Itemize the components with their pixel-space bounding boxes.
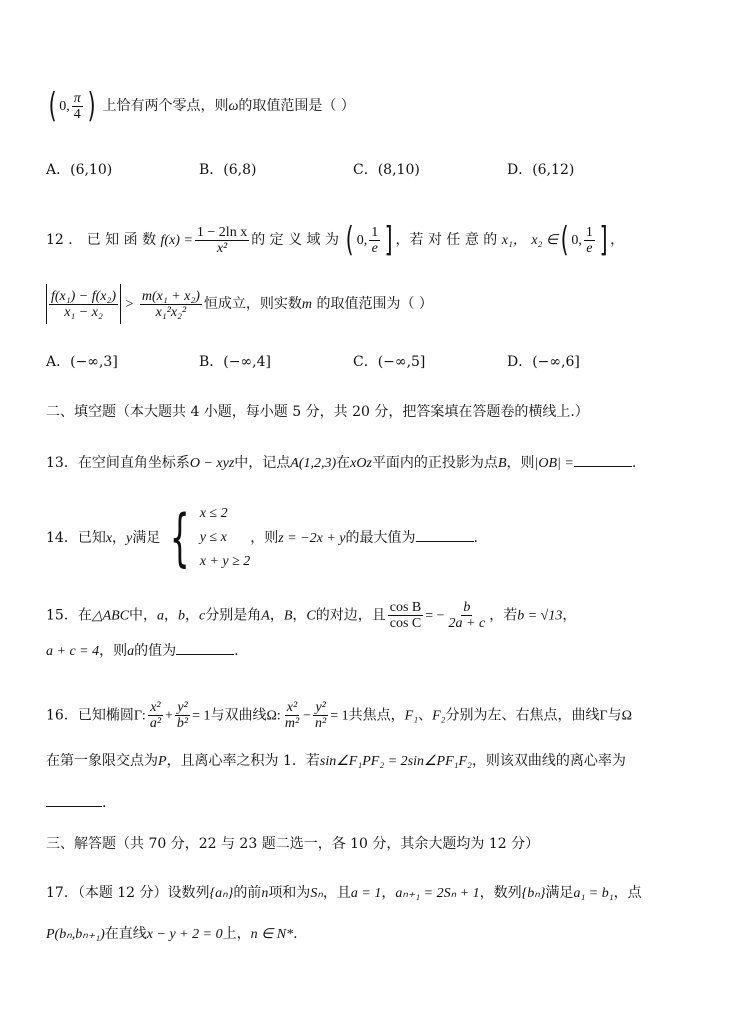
q15-comma1: ， xyxy=(164,607,179,624)
q15-angle-c: C xyxy=(306,608,316,624)
q16-gamma: Γ: xyxy=(133,708,146,724)
q16-text-c: 共焦点， xyxy=(348,707,405,724)
frac-den: 4 xyxy=(73,106,81,122)
omega: ω xyxy=(228,99,239,114)
q16-omega: Ω: xyxy=(266,708,281,724)
x2-over-m2 xyxy=(283,700,301,731)
q16-period: . xyxy=(102,795,107,811)
frac-den: a² xyxy=(149,716,162,731)
q16-text-2c: ，则该双曲线的离心率为 xyxy=(471,753,626,769)
frac-den: e xyxy=(586,240,593,256)
q15-line1 xyxy=(46,600,576,631)
q17-period: . xyxy=(293,926,298,942)
q16-text-2a: 在第一象限交点为 xyxy=(46,753,158,769)
frac-den: cos C xyxy=(389,616,422,631)
q16-text-b: 与双曲线 xyxy=(210,707,267,724)
q17-text-h: ，点 xyxy=(613,885,642,901)
q17-recurrence: aₙ₊₁ = 2Sₙ + 1 xyxy=(395,886,480,901)
q16-line3 xyxy=(46,792,106,813)
q11-option-c[interactable]: C．(8,10) xyxy=(353,162,420,178)
q13-text-c: 中，记点 xyxy=(234,455,291,471)
domain-left: 0, xyxy=(356,233,368,248)
q13-text-g: 平面内的正投影为点 xyxy=(371,455,498,471)
q13-plane: xOz xyxy=(350,456,372,471)
q14-text-a: 14．已知 xyxy=(46,530,106,546)
q11-tail-line xyxy=(46,88,355,124)
frac-num: 1 xyxy=(585,224,593,240)
q16-omega2: Ω xyxy=(621,708,632,724)
q17-a1-b1: a₁ = b₁ xyxy=(573,886,614,901)
q17-text-a: 17．（本题 12 分）设数列 xyxy=(46,885,210,901)
frac-den: x² xyxy=(216,240,228,256)
frac-den: n² xyxy=(315,716,327,731)
constraint-2: y ≤ x xyxy=(199,530,227,545)
q16-text-h: 与 xyxy=(607,707,622,724)
q17-line2 xyxy=(46,924,298,945)
frac-num: y² xyxy=(177,700,188,715)
q16-line1 xyxy=(46,700,632,731)
q13-text-a: 13．在空间直角坐标系 xyxy=(46,455,190,471)
q15-text-p: ，若 xyxy=(489,607,518,624)
q14-text-f: ，则 xyxy=(250,530,279,546)
q17-text-f: ，数列 xyxy=(479,885,522,901)
frac-num: cos B xyxy=(389,600,422,615)
q16-f2: F₂ xyxy=(432,708,446,724)
one-over-e-2 xyxy=(584,225,595,256)
frac-num: x² xyxy=(150,700,161,715)
y2-over-n2 xyxy=(313,700,328,731)
q11-text2: 的取值范围是（ ） xyxy=(238,98,355,114)
constraint-system xyxy=(200,502,251,574)
q15-b: b xyxy=(178,608,186,624)
q16-sine-eq: sin∠F₁PF₂ = 2sin∠PF₁F₂ xyxy=(319,754,472,769)
q15-line2 xyxy=(46,640,239,662)
left-paren: ( xyxy=(48,86,57,126)
q15-a: a xyxy=(157,608,165,624)
q13-point-b: B xyxy=(497,456,507,471)
abs-left xyxy=(46,284,47,324)
q15-text-c: 中， xyxy=(129,607,158,624)
q13-text-e: 在 xyxy=(336,455,351,471)
q15-text-t: ，则 xyxy=(99,643,128,659)
q17-text-2b: 在直线 xyxy=(104,926,147,942)
right-paren: ) xyxy=(87,86,96,126)
q17-line-eq: x − y + 2 = 0 xyxy=(146,927,223,942)
q12-prefix: 12 ． 已 知 函 数 xyxy=(46,232,157,248)
q17-text-2c: 上， xyxy=(222,926,251,942)
gt-sign: > xyxy=(125,297,134,312)
q15-text-o: 的对边，且 xyxy=(315,607,386,624)
q16-line2 xyxy=(46,751,626,772)
section3-heading: 三、解答题（共 70 分，22 与 23 题二选一，各 10 分，其余大题均为 12 分） xyxy=(46,836,540,852)
q12-mid2: ，若 对 任 意 的 xyxy=(395,232,498,248)
q16-point-p: P xyxy=(158,754,167,769)
q15-c: c xyxy=(199,608,206,624)
q13-period: . xyxy=(631,455,637,471)
q16-eq2: = 1 xyxy=(330,708,349,724)
q14-y: y xyxy=(126,531,133,546)
frac-den: b² xyxy=(176,716,189,731)
q17-seq-a: {aₙ} xyxy=(209,886,234,901)
q16-eq1: = 1 xyxy=(192,708,211,724)
q15-sum: a + c = 4 xyxy=(46,644,100,659)
q16-gamma2: Γ xyxy=(599,708,608,724)
m-var: m xyxy=(301,297,313,312)
q15-eq: = − xyxy=(425,608,445,624)
pi-over-4 xyxy=(72,91,83,122)
frac-den: m² xyxy=(284,716,300,731)
q16-text-2b: ，且离心率之积为 1．若 xyxy=(166,753,320,769)
left-paren: ( xyxy=(346,220,355,260)
q12-option-d[interactable]: D．(−∞,6] xyxy=(507,354,580,370)
frac-den: x₁ − x₂ xyxy=(64,304,103,320)
q11-option-a[interactable]: A．(6,10) xyxy=(46,162,113,178)
q17-seq-b: {bₙ} xyxy=(521,886,546,901)
section2-heading: 二、填空题（本大题共 4 小题，每小题 5 分，共 20 分，把答案填在答题卷的横线上.） xyxy=(46,404,589,420)
q15-comma5: ， xyxy=(562,607,577,624)
q15-a2: a xyxy=(127,644,135,659)
q14-text-e: 满足 xyxy=(132,530,161,546)
q15-angle-b: B xyxy=(283,608,293,624)
constraint-3: x + y ≥ 2 xyxy=(199,554,251,569)
q12-line2 xyxy=(46,284,433,324)
q14-period: . xyxy=(473,530,478,546)
q11-option-d[interactable]: D．(6,12) xyxy=(507,162,575,178)
left-paren: ( xyxy=(560,220,569,260)
frac-num: b xyxy=(463,600,471,615)
q14-comma: ， xyxy=(112,530,127,546)
q14-line xyxy=(46,502,478,574)
q13-text-i: ，则 xyxy=(506,455,535,471)
frac-num: m(x₁ + x₂) xyxy=(141,288,200,304)
cos-ratio xyxy=(388,600,424,631)
q16-text-a: 16．已知椭圆 xyxy=(46,707,134,724)
q13-line xyxy=(46,452,636,474)
b-ratio xyxy=(447,600,488,631)
q17-sn: Sₙ xyxy=(310,886,323,901)
rhs-fraction xyxy=(140,289,202,320)
q17-comma: ， xyxy=(381,885,396,901)
q15-angle-a: A xyxy=(261,608,270,624)
q16-f1: F₁ xyxy=(404,708,419,724)
q15-b-value: b = √13 xyxy=(517,608,563,624)
frac-den: x₁²x₂² xyxy=(155,304,187,320)
q12-option-a[interactable]: A．(−∞,3] xyxy=(46,354,118,370)
diff-quotient xyxy=(49,289,118,320)
right-bracket: ] xyxy=(384,220,393,260)
q17-point-p: P(bₙ,bₙ₊₁) xyxy=(46,927,105,942)
frac-num: 1 xyxy=(371,224,379,240)
q15-triangle: △ABC xyxy=(91,608,130,624)
q15-text-a: 15．在 xyxy=(46,607,92,624)
q11-text: 上恰有两个零点，则 xyxy=(102,98,229,114)
q14-objective: z = −2x + y xyxy=(278,531,346,546)
right-bracket: ] xyxy=(599,220,608,260)
frac-num: 1 − 2ln x xyxy=(196,224,248,240)
q15-comma2: ， xyxy=(185,607,200,624)
q17-n: n xyxy=(261,886,269,901)
q12-tail2: 的取值范围为（ ） xyxy=(316,296,433,312)
q13-coord-system: O − xyz xyxy=(189,456,235,471)
q14-x: x xyxy=(105,531,113,546)
q16-minus: − xyxy=(303,708,312,724)
q11-option-b[interactable]: B．(6,8) xyxy=(199,162,257,178)
interval-text: 0, xyxy=(59,99,70,114)
q14-answer-blank[interactable] xyxy=(416,527,474,542)
q12-option-c[interactable]: C．(−∞,5] xyxy=(353,354,426,370)
q17-a-eq: a = 1 xyxy=(350,886,382,901)
q15-comma3: ， xyxy=(269,607,284,624)
frac-num: y² xyxy=(315,700,326,715)
q12-mid: 的 定 义 域 为 xyxy=(251,232,340,248)
x1: x₁， xyxy=(501,233,527,248)
q17-text-d: ，且 xyxy=(322,885,351,901)
frac-den: 2a + c xyxy=(448,616,486,631)
abs-right xyxy=(120,284,121,324)
fx: f(x) = xyxy=(160,233,193,248)
q16-text-e: 分别为左、右焦点，曲线 xyxy=(445,707,600,724)
q15-text-v: 的值为 xyxy=(134,643,177,659)
q16-plus: + xyxy=(165,708,173,724)
q17-text-g: 满足 xyxy=(545,885,574,901)
q14-text-h: 的最大值为 xyxy=(345,530,416,546)
q13-point-a: A(1,2,3) xyxy=(290,456,337,471)
q13-ob: |OB| = xyxy=(534,456,574,471)
frac-den: e xyxy=(371,240,378,256)
q17-line1 xyxy=(46,883,642,904)
x2-over-a2 xyxy=(148,700,163,731)
y2-over-b2 xyxy=(175,700,190,731)
left-brace: { xyxy=(170,501,190,574)
q16-sep: 、 xyxy=(418,707,433,724)
frac-num: π xyxy=(73,90,81,106)
x2-in: x₂ ∈ xyxy=(531,233,559,248)
one-over-e xyxy=(369,225,380,256)
frac-num: x² xyxy=(286,700,298,715)
q16-answer-blank[interactable] xyxy=(46,792,102,807)
q17-text-c: 项和为 xyxy=(268,885,311,901)
fx-fraction xyxy=(195,225,249,256)
q15-answer-blank[interactable] xyxy=(176,640,234,655)
constraint-1: x ≤ 2 xyxy=(199,506,228,521)
q12-tail: 恒成立，则实数 xyxy=(203,296,302,312)
q17-text-b: 的前 xyxy=(233,885,262,901)
q15-comma4: ， xyxy=(292,607,307,624)
q13-answer-blank[interactable] xyxy=(574,452,632,467)
q15-period: . xyxy=(234,643,239,659)
frac-num: f(x₁) − f(x₂) xyxy=(51,288,117,304)
q12-option-b[interactable]: B．(−∞,4] xyxy=(199,354,271,370)
q17-n-in: n ∈ N* xyxy=(250,927,294,942)
q15-text-i: 分别是角 xyxy=(205,607,262,624)
q12-line1: 12 ． 已 知 函 数 f(x) = $\frac{\text{1 − 2ln x}}{\text{x²}}$ 的 定 义 域 为 ( 0, $\frac{1}{e}$ ] ，若 对 任 意 的 x₁， x₂ ∈( 0, $\frac{1}{e}$ ] ， xyxy=(46,220,625,260)
